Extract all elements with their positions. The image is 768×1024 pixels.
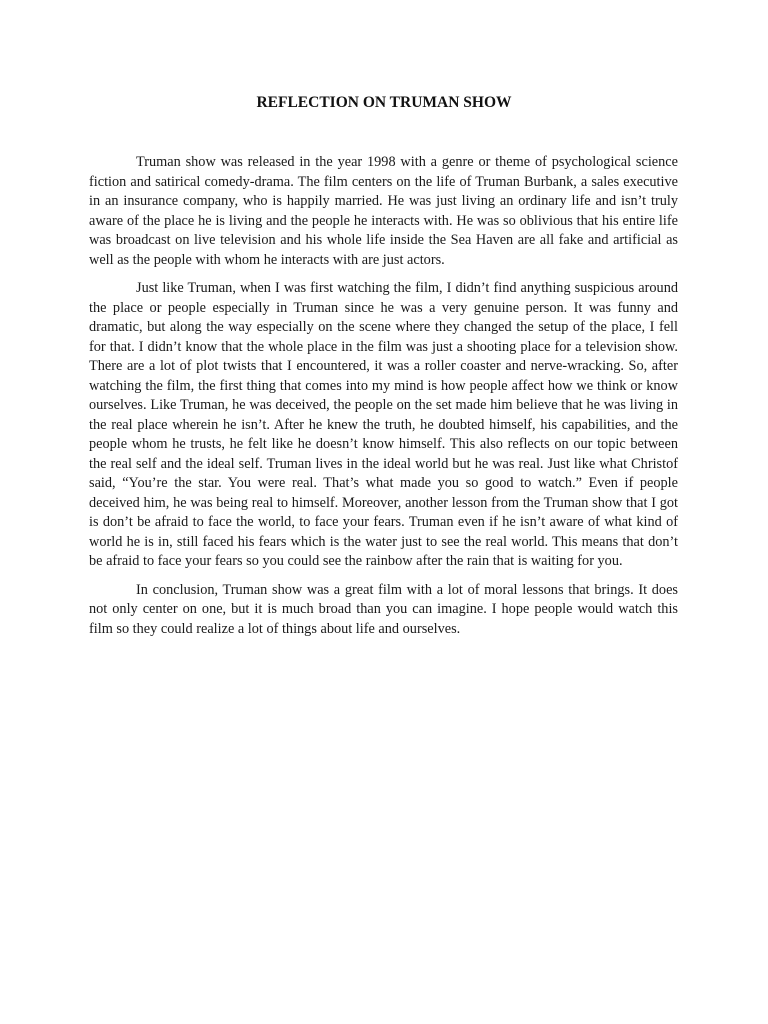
paragraph-conclusion: In conclusion, Truman show was a great film with a lot of moral lessons that brings. It does not only center on one, but it is much broad than you can imagine. I hope people would watch this film so they could realize a lot of things about life and ourselves. [89,581,678,637]
paragraph-intro: Truman show was released in the year 1998 with a genre or theme of psychological science fiction and satirical comedy-drama. The film centers on the life of Truman Burbank, a sales executive in an insurance company, who is happily married. He was just living an ordinary life and isn’t truly aware of the place he is living and the people he interacts with. He was so oblivious that his entire life was broadcast on live television and his whole life inside the Sea Haven are all fake and artificial as well as the people with whom he interacts with are just actors. [89,154,678,268]
document-title: REFLECTION ON TRUMAN SHOW [256,94,512,111]
paragraph-reflection: Just like Truman, when I was first watching the film, I didn’t find anything suspicious around the place or people especially in Truman since he was a very genuine person. It was funny and dramatic, but along the way especially on the scene where they changed the setup of the place, I fell for that. I didn’t know that the whole place in the film was just a shooting place for a television show. There are a lot of plot twists that I encountered, it was a roller coaster and nerve-wracking. So, after watching the film, the first thing that comes into my mind is how people affect how we think or know ourselves. Like Truman, he was deceived, the people on the set made him believe that he was living in the real place wherein he isn’t. After he knew the truth, he doubted himself, his capabilities, and the people whom he trusts, he felt like he doesn’t know himself. This also reflects on our topic between the real self and the ideal self. Truman lives in the ideal world but he was real. Just like what Christof said, “You’re the star. You were real. That’s what made you so good to watch.” Even if people deceived him, he was being real to himself. Moreover, another lesson from the Truman show that I got is don’t be afraid to face the world, to face your fears. Truman even if he isn’t aware of what kind of world he is in, still faced his fears which is the water just to see the real world. This means that don’t be afraid to face your fears so you could see the rainbow after the rain that is waiting for you. [89,280,678,569]
document-body [89,153,678,648]
